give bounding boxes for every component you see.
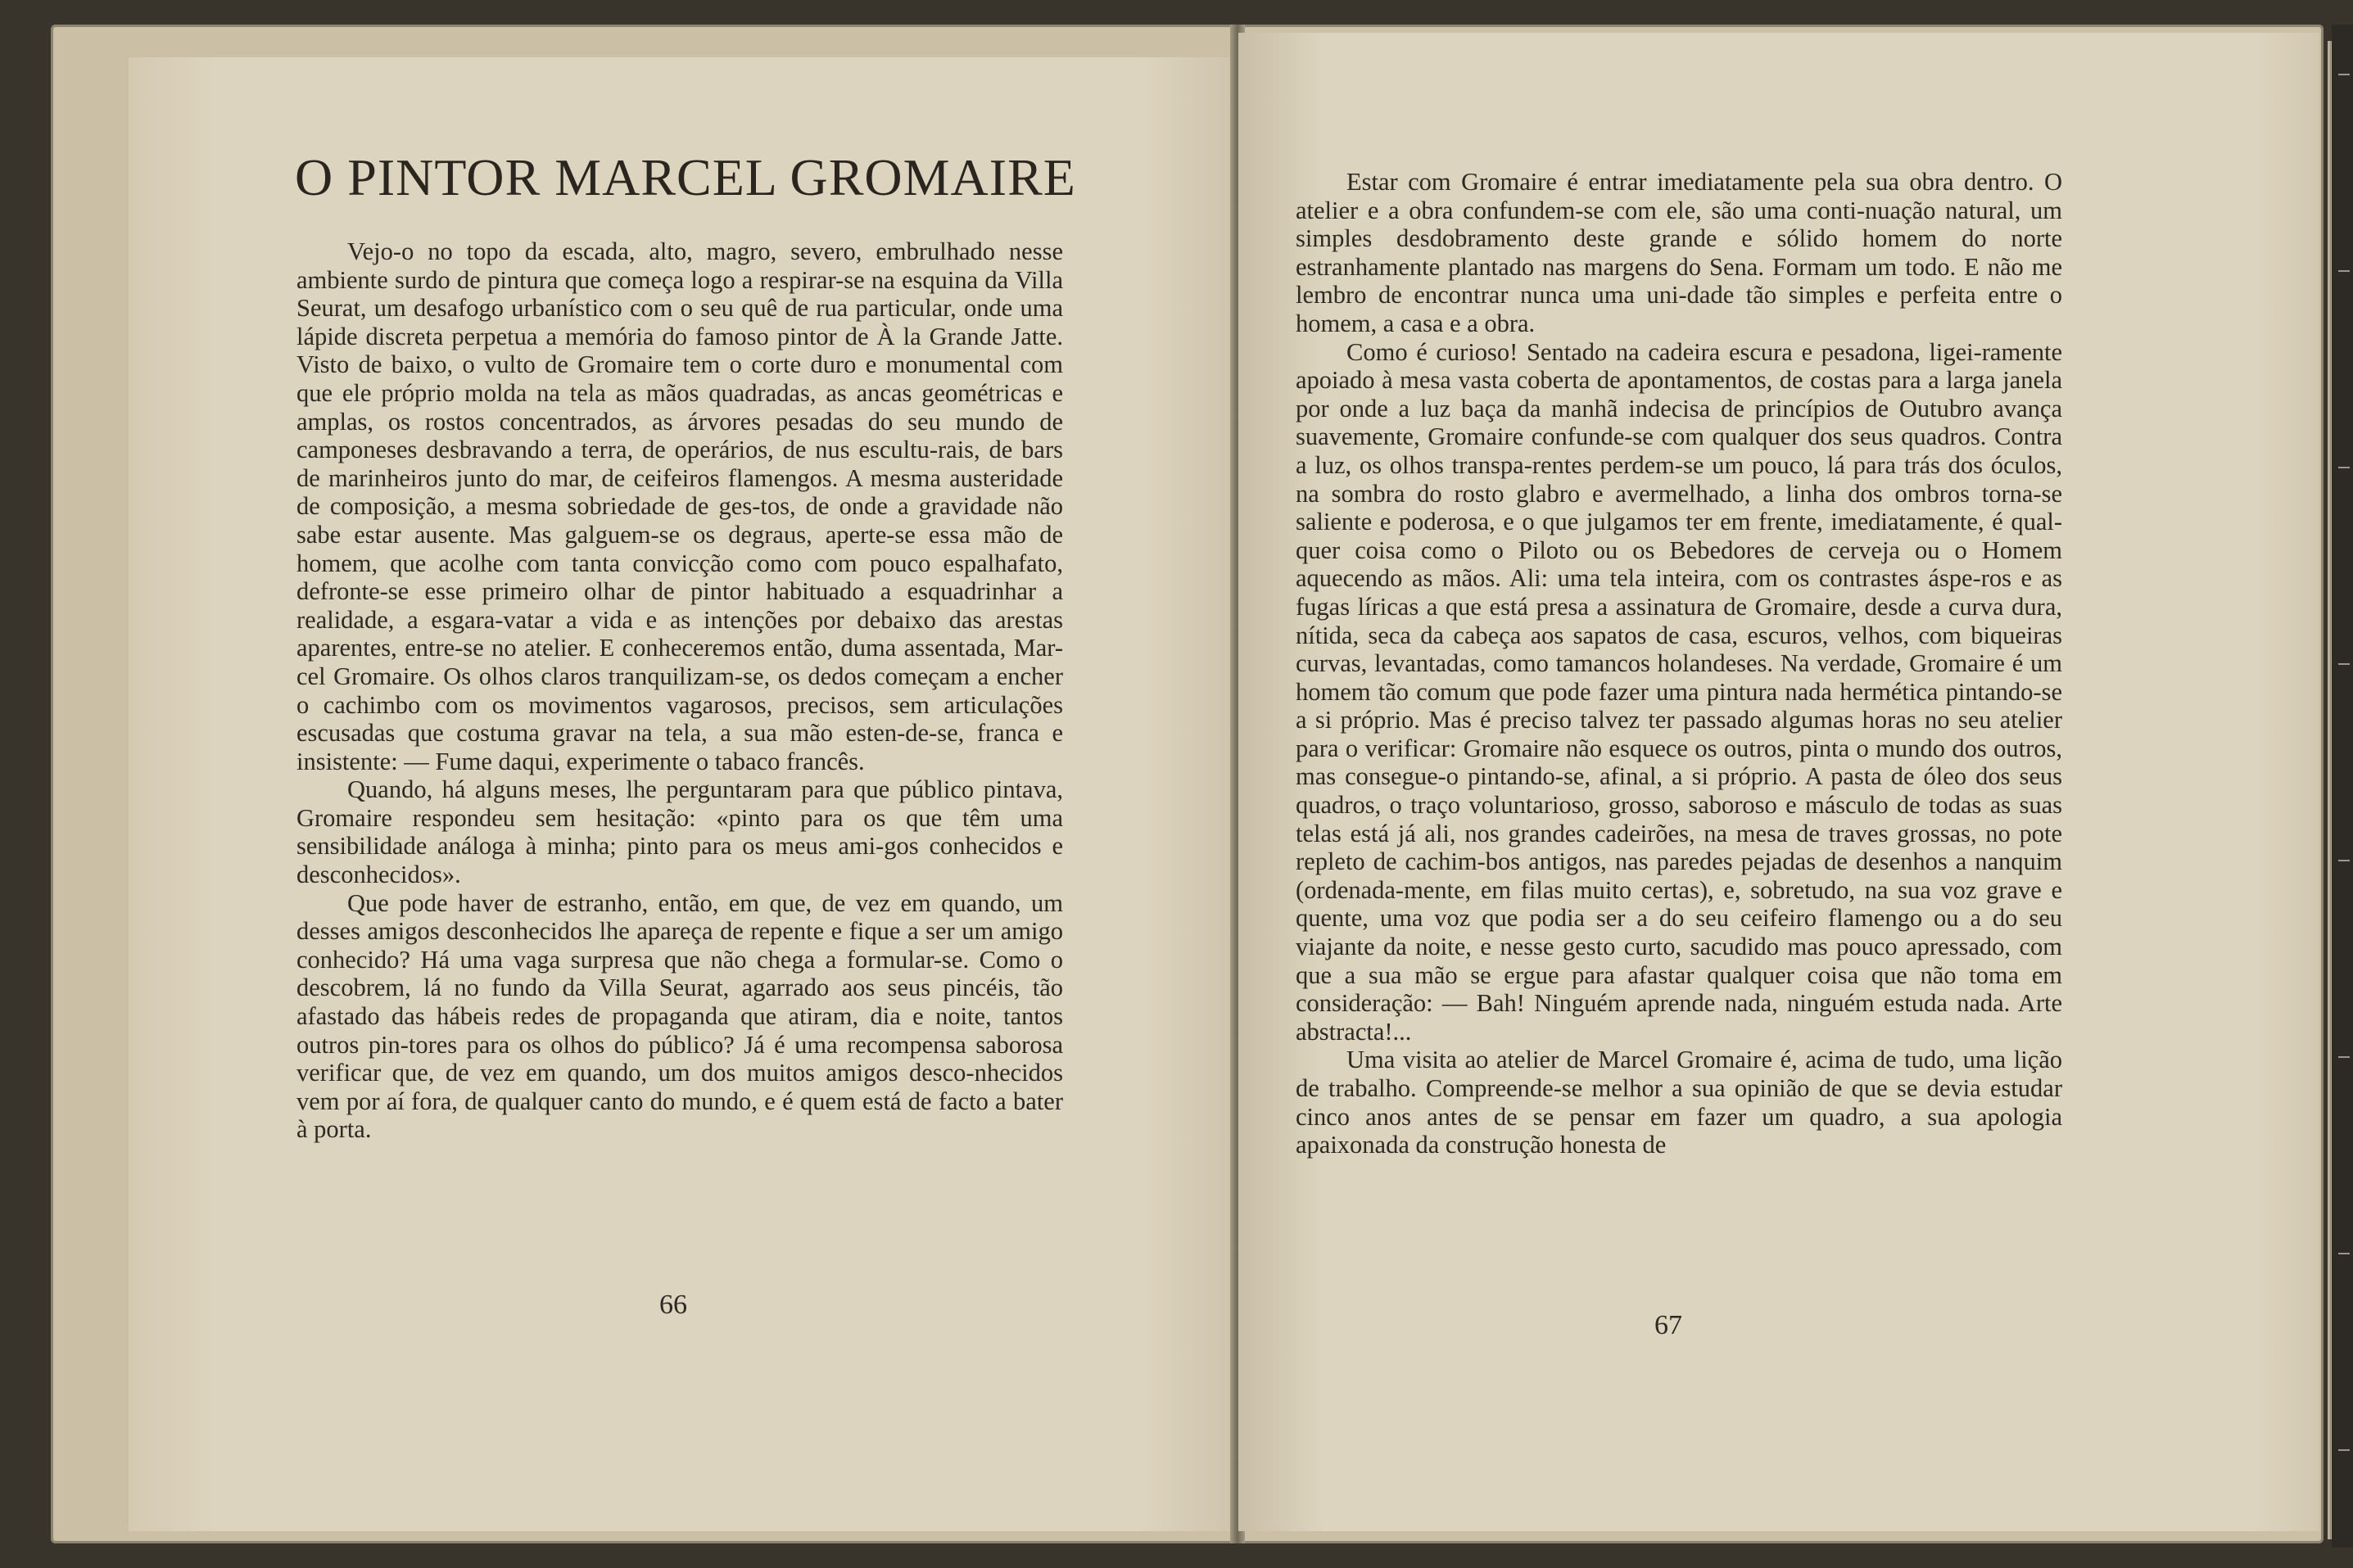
article-title: O PINTOR MARCEL GROMAIRE (295, 148, 1076, 206)
paragraph: Quando, há alguns meses, lhe perguntaram para que público pintava, Gromaire respondeu sem hesitação: «pinto para os que têm uma sensibilidade análoga à minha; pinto para os meus ami-gos conhecidos e desconhecidos». (296, 775, 1063, 889)
scale-ruler (2332, 25, 2353, 1548)
paragraph: Vejo-o no topo da escada, alto, magro, severo, embrulhado nesse ambiente surdo de pintura que começa logo a respirar-se na esquina da Villa Seurat, um desafogo urbanístico com o seu quê de rua particular, onde uma lápide discreta perpetua a memória do famoso pintor de À la Grande Jatte. Visto de baixo, o vulto de Gromaire tem o corte duro e monumental com que ele próprio molda na tela as mãos quadradas, as ancas geométricas e amplas, os rostos concentrados, as árvores pesadas do seu mundo de camponeses desbravando a terra, de operários, de nus escultu-rais, de bars de marinheiros junto do mar, de ceifeiros flamengos. A mesma austeridade de composição, a mesma sobriedade de ges-tos, de onde a gravidade não sabe estar ausente. Mas galguem-se os degraus, aperte-se essa mão de homem, que acolhe com tanta convicção como com pouco espalhafato, defronte-se esse primeiro olhar de pintor habituado a esquadrinhar a realidade, a esgara-vatar a vida e as intenções por debaixo das arestas aparentes, entre-se no atelier. E conheceremos então, duma assentada, Mar-cel Gromaire. Os olhos claros tranquilizam-se, os dedos começam a encher o cachimbo com os movimentos vagarosos, precisos, sem articulações escusadas que costuma gravar na tela, a sua mão esten-de-se, franca e insistente: — Fume daqui, experimente o tabaco francês. (296, 237, 1063, 775)
paragraph: Que pode haver de estranho, então, em que, de vez em quando, um desses amigos desconhecidos lhe apareça de repente e fique a ser um amigo conhecido? Há uma vaga surpresa que não chega a formular-se. Como o descobrem, lá no fundo da Villa Seurat, agarrado aos seus pincéis, tão afastado das hábeis redes de propaganda que atiram, dia e noite, tantos outros pin-tores para os olhos do público? Já é uma recompensa saborosa verificar que, de vez em quando, um dos muitos amigos desco-nhecidos vem por aí fora, de qualquer canto do mundo, e é quem está de facto a bater à porta. (296, 888, 1063, 1144)
paragraph: Uma visita ao atelier de Marcel Gromaire é, acima de tudo, uma lição de trabalho. Compreende-se melhor a sua opinião de que se devia estudar cinco anos antes de se pensar em fazer um quadro, a sua apologia apaixonada da construção honesta de (1296, 1046, 2062, 1159)
left-page-body (296, 237, 1063, 1144)
page-number-left: 66 (659, 1290, 687, 1320)
page-number-right: 67 (1654, 1310, 1682, 1340)
right-page-body (1296, 168, 2062, 1159)
paragraph: Estar com Gromaire é entrar imediatamente pela sua obra dentro. O atelier e a obra confundem-se com ele, são uma conti-nuação natural, um simples desdobramento deste grande e sólido homem do norte estranhamente plantado nas margens do Sena. Formam um todo. E não me lembro de encontrar nunca uma uni-dade tão simples e perfeita entre o homem, a casa e a obra. (1296, 168, 2062, 337)
paragraph: Como é curioso! Sentado na cadeira escura e pesadona, ligei-ramente apoiado à mesa vasta coberta de apontamentos, de costas para a larga janela por onde a luz baça da manhã indecisa de princípios de Outubro avança suavemente, Gromaire confunde-se com qualquer dos seus quadros. Contra a luz, os olhos transpa-rentes perdem-se um pouco, lá para trás dos óculos, na sombra do rosto glabro e avermelhado, a linha dos ombros torna-se saliente e poderosa, e o que julgamos ter em frente, imediatamente, é qual-quer coisa como o Piloto ou os Bebedores de cerveja ou o Homem aquecendo as mãos. Ali: uma tela inteira, com os contrastes áspe-ros e as fugas líricas a que está presa a assinatura de Gromaire, desde a curva dura, nítida, seca da cabeça aos sapatos de casa, escuros, velhos, com biqueiras curvas, levantadas, como tamancos holandeses. Na verdade, Gromaire é um homem tão comum que pode fazer uma pintura nada hermética pintando-se a si próprio. Mas é preciso talvez ter passado algumas horas no seu atelier para o verificar: Gromaire não esquece os outros, pinta o mundo dos outros, mas consegue-o pintando-se, afinal, a si próprio. A pasta de óleo dos seus quadros, o traço voluntarioso, grosso, saboroso e másculo de todas as suas telas está já ali, nos grandes cadeirões, na mesa de traves grossas, no pote repleto de cachim-bos antigos, nas paredes pejadas de desenhos a nanquim (ordenada-mente, em filas muito certas), e, sobretudo, na sua voz grave e quente, uma voz que podia ser a do seu ceifeiro flamengo ou a do seu viajante da noite, e nesse gesto curto, sacudido mas pouco apressado, com que a sua mão se ergue para afastar qualquer coisa que não toma em consideração: — Bah! Ninguém aprende nada, ninguém estuda nada. Arte abstracta!... (1296, 337, 2062, 1046)
